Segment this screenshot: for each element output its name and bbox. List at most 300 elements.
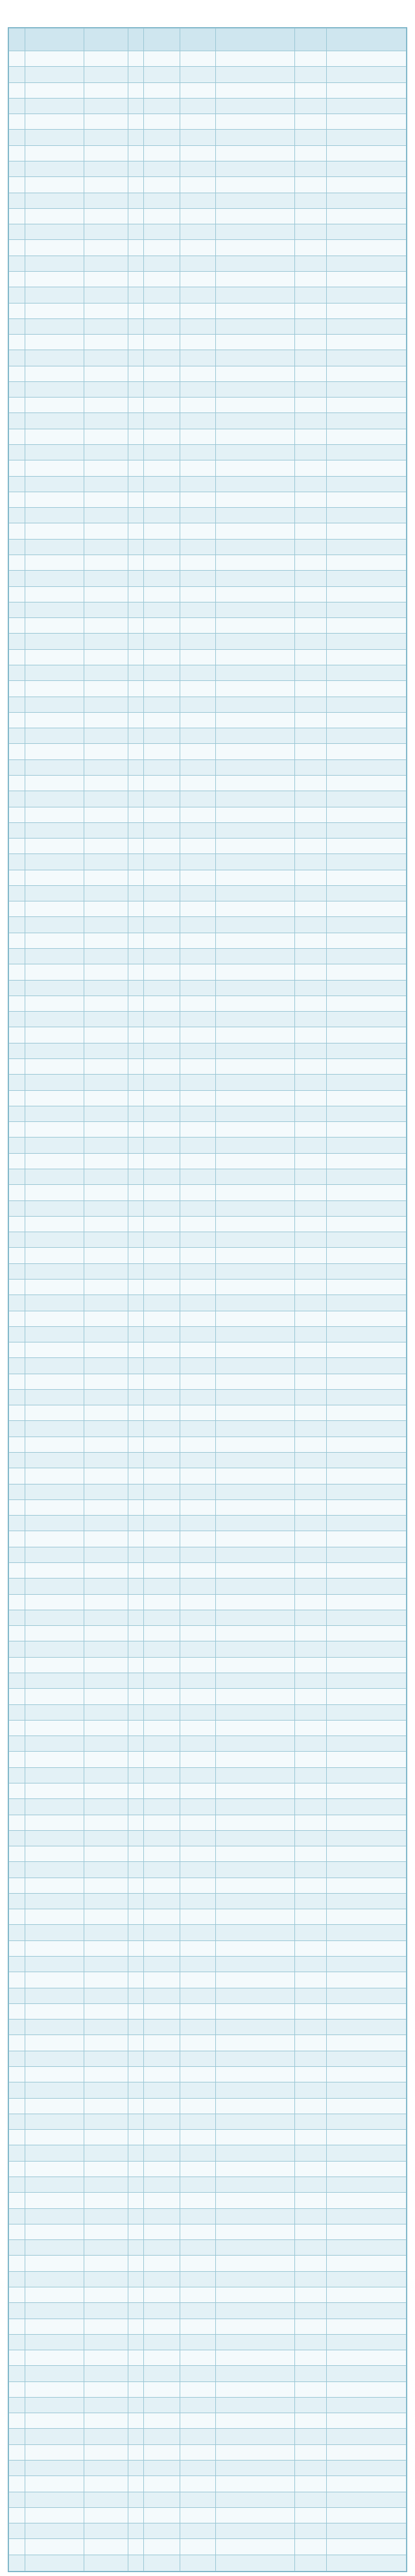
table-cell bbox=[327, 1704, 407, 1720]
table-row bbox=[9, 2193, 407, 2208]
table-cell bbox=[295, 1453, 327, 1468]
table-cell bbox=[84, 1657, 128, 1673]
table-cell bbox=[84, 1295, 128, 1311]
table-cell bbox=[25, 1421, 84, 1437]
table-cell bbox=[327, 602, 407, 617]
table-cell bbox=[84, 2334, 128, 2350]
table-cell bbox=[215, 1752, 295, 1767]
table-cell bbox=[9, 1374, 25, 1389]
table-cell bbox=[327, 1579, 407, 1594]
table-cell bbox=[84, 1106, 128, 1121]
table-cell bbox=[215, 1311, 295, 1326]
table-cell bbox=[25, 1311, 84, 1326]
table-cell bbox=[295, 2397, 327, 2413]
table-cell bbox=[25, 2130, 84, 2145]
table-cell bbox=[215, 1138, 295, 1153]
table-cell bbox=[144, 555, 180, 571]
table-cell bbox=[215, 445, 295, 460]
table-cell bbox=[128, 82, 144, 98]
table-cell bbox=[144, 523, 180, 539]
table-cell bbox=[215, 602, 295, 617]
table-cell bbox=[180, 634, 215, 649]
table-cell bbox=[295, 1957, 327, 1972]
table-cell bbox=[327, 2461, 407, 2476]
table-cell bbox=[180, 775, 215, 791]
table-cell bbox=[295, 1232, 327, 1248]
table-cell bbox=[180, 366, 215, 381]
table-row bbox=[9, 271, 407, 287]
table-row bbox=[9, 1106, 407, 1121]
table-cell bbox=[84, 2130, 128, 2145]
table-cell bbox=[9, 2523, 25, 2539]
table-header bbox=[9, 29, 407, 51]
table-cell bbox=[128, 2303, 144, 2319]
table-cell bbox=[327, 1846, 407, 1862]
table-cell bbox=[84, 1972, 128, 1988]
table-cell bbox=[25, 791, 84, 807]
table-row bbox=[9, 602, 407, 617]
table-row bbox=[9, 2523, 407, 2539]
table-cell bbox=[215, 665, 295, 680]
table-cell bbox=[84, 1862, 128, 1878]
table-cell bbox=[295, 1106, 327, 1121]
table-cell bbox=[327, 1200, 407, 1216]
table-cell bbox=[215, 1673, 295, 1688]
table-cell bbox=[295, 1295, 327, 1311]
table-cell bbox=[144, 1405, 180, 1421]
table-cell bbox=[128, 2492, 144, 2507]
table-cell bbox=[9, 240, 25, 256]
table-cell bbox=[215, 1484, 295, 1499]
table-cell bbox=[180, 1909, 215, 1925]
table-cell bbox=[327, 2020, 407, 2035]
table-cell bbox=[25, 114, 84, 130]
table-cell bbox=[295, 807, 327, 822]
table-cell bbox=[327, 1499, 407, 1515]
table-cell bbox=[9, 2224, 25, 2239]
table-cell bbox=[25, 2271, 84, 2287]
table-cell bbox=[327, 1374, 407, 1389]
table-cell bbox=[295, 1516, 327, 1531]
table-cell bbox=[84, 1626, 128, 1641]
table-cell bbox=[180, 303, 215, 318]
table-cell bbox=[144, 2098, 180, 2114]
table-cell bbox=[84, 1200, 128, 1216]
table-cell bbox=[144, 2020, 180, 2035]
table-cell bbox=[215, 1200, 295, 1216]
table-cell bbox=[144, 2003, 180, 2019]
table-cell bbox=[84, 1704, 128, 1720]
table-cell bbox=[128, 67, 144, 82]
table-cell bbox=[25, 2193, 84, 2208]
table-cell bbox=[128, 1957, 144, 1972]
table-cell bbox=[327, 901, 407, 917]
table-cell bbox=[215, 1421, 295, 1437]
table-cell bbox=[9, 2366, 25, 2381]
table-cell bbox=[180, 1516, 215, 1531]
table-row bbox=[9, 67, 407, 82]
table-cell bbox=[128, 1468, 144, 1484]
table-cell bbox=[128, 2381, 144, 2397]
table-cell bbox=[215, 271, 295, 287]
table-cell bbox=[144, 413, 180, 429]
table-cell bbox=[144, 1358, 180, 1374]
table-cell bbox=[327, 697, 407, 712]
table-cell bbox=[84, 964, 128, 980]
table-cell bbox=[144, 2082, 180, 2098]
table-row bbox=[9, 2555, 407, 2571]
table-cell bbox=[180, 602, 215, 617]
table-cell bbox=[295, 665, 327, 680]
table-cell bbox=[327, 145, 407, 161]
table-cell bbox=[295, 1626, 327, 1641]
table-cell bbox=[295, 240, 327, 256]
table-cell bbox=[9, 114, 25, 130]
table-cell bbox=[84, 1547, 128, 1562]
header-cell-no bbox=[9, 29, 25, 51]
table-cell bbox=[215, 492, 295, 507]
table-cell bbox=[9, 1909, 25, 1925]
table-cell bbox=[84, 1846, 128, 1862]
table-row bbox=[9, 571, 407, 586]
table-cell bbox=[9, 634, 25, 649]
table-cell bbox=[128, 1421, 144, 1437]
table-cell bbox=[84, 2319, 128, 2334]
table-row bbox=[9, 2287, 407, 2302]
table-cell bbox=[144, 1516, 180, 1531]
table-cell bbox=[180, 82, 215, 98]
table-cell bbox=[9, 1437, 25, 1452]
table-cell bbox=[25, 2492, 84, 2507]
table-cell bbox=[327, 728, 407, 744]
table-cell bbox=[295, 744, 327, 759]
table-cell bbox=[327, 1169, 407, 1184]
table-cell bbox=[25, 1579, 84, 1594]
table-cell bbox=[180, 1358, 215, 1374]
table-row bbox=[9, 1468, 407, 1484]
table-cell bbox=[144, 193, 180, 208]
table-row bbox=[9, 1279, 407, 1294]
table-cell bbox=[180, 1641, 215, 1657]
table-cell bbox=[327, 2161, 407, 2176]
table-row bbox=[9, 822, 407, 838]
table-cell bbox=[84, 1138, 128, 1153]
table-cell bbox=[144, 2176, 180, 2192]
table-row bbox=[9, 2003, 407, 2019]
table-cell bbox=[9, 1972, 25, 1988]
table-cell bbox=[215, 287, 295, 303]
table-cell bbox=[128, 2334, 144, 2350]
table-cell bbox=[295, 2539, 327, 2555]
table-cell bbox=[327, 2067, 407, 2082]
table-cell bbox=[128, 728, 144, 744]
table-cell bbox=[327, 1673, 407, 1688]
table-cell bbox=[180, 1736, 215, 1752]
table-cell bbox=[327, 2114, 407, 2129]
table-cell bbox=[84, 1689, 128, 1704]
table-cell bbox=[84, 2429, 128, 2444]
table-cell bbox=[180, 98, 215, 113]
table-cell bbox=[128, 1185, 144, 1200]
table-cell bbox=[9, 539, 25, 555]
table-cell bbox=[128, 1925, 144, 1940]
table-row bbox=[9, 839, 407, 854]
table-row bbox=[9, 1909, 407, 1925]
table-row bbox=[9, 1862, 407, 1878]
table-cell bbox=[180, 1153, 215, 1169]
table-cell bbox=[180, 1138, 215, 1153]
table-cell bbox=[180, 1027, 215, 1043]
table-cell bbox=[144, 602, 180, 617]
table-cell bbox=[9, 949, 25, 964]
table-cell bbox=[84, 1468, 128, 1484]
table-cell bbox=[9, 145, 25, 161]
table-cell bbox=[84, 224, 128, 240]
table-cell bbox=[128, 1594, 144, 1610]
table-cell bbox=[9, 1957, 25, 1972]
table-cell bbox=[180, 649, 215, 665]
table-cell bbox=[25, 1374, 84, 1389]
table-cell bbox=[128, 287, 144, 303]
table-cell bbox=[327, 2334, 407, 2350]
table-cell bbox=[84, 1248, 128, 1263]
table-cell bbox=[144, 996, 180, 1011]
table-cell bbox=[180, 1106, 215, 1121]
table-cell bbox=[144, 1689, 180, 1704]
table-cell bbox=[180, 240, 215, 256]
table-cell bbox=[25, 98, 84, 113]
table-cell bbox=[295, 854, 327, 870]
table-row bbox=[9, 1957, 407, 1972]
table-cell bbox=[180, 1216, 215, 1232]
table-cell bbox=[327, 839, 407, 854]
table-cell bbox=[295, 2287, 327, 2302]
table-cell bbox=[144, 1563, 180, 1579]
table-cell bbox=[25, 1295, 84, 1311]
table-cell bbox=[215, 807, 295, 822]
table-cell bbox=[128, 1783, 144, 1798]
table-cell bbox=[128, 1437, 144, 1452]
table-cell bbox=[9, 1610, 25, 1625]
table-cell bbox=[128, 1248, 144, 1263]
table-cell bbox=[25, 335, 84, 350]
table-cell bbox=[295, 1799, 327, 1815]
table-cell bbox=[327, 2303, 407, 2319]
table-cell bbox=[25, 2444, 84, 2460]
table-cell bbox=[84, 2397, 128, 2413]
table-cell bbox=[215, 822, 295, 838]
table-cell bbox=[215, 413, 295, 429]
table-cell bbox=[295, 271, 327, 287]
table-cell bbox=[327, 366, 407, 381]
table-cell bbox=[327, 1075, 407, 1090]
table-cell bbox=[215, 1594, 295, 1610]
table-cell bbox=[180, 1295, 215, 1311]
table-cell bbox=[144, 1499, 180, 1515]
table-cell bbox=[180, 1878, 215, 1893]
table-cell bbox=[327, 1059, 407, 1075]
table-cell bbox=[215, 1563, 295, 1579]
table-cell bbox=[215, 2003, 295, 2019]
table-cell bbox=[84, 1090, 128, 1106]
table-cell bbox=[9, 1641, 25, 1657]
table-cell bbox=[180, 964, 215, 980]
table-cell bbox=[128, 2287, 144, 2302]
table-cell bbox=[128, 2444, 144, 2460]
table-cell bbox=[215, 2035, 295, 2051]
table-cell bbox=[9, 1232, 25, 1248]
table-cell bbox=[215, 1499, 295, 1515]
table-cell bbox=[84, 67, 128, 82]
table-cell bbox=[327, 2397, 407, 2413]
table-cell bbox=[84, 681, 128, 697]
table-cell bbox=[84, 177, 128, 193]
table-cell bbox=[128, 398, 144, 413]
table-cell bbox=[25, 82, 84, 98]
table-cell bbox=[25, 2476, 84, 2492]
table-cell bbox=[84, 2208, 128, 2224]
table-cell bbox=[295, 161, 327, 176]
table-cell bbox=[327, 1405, 407, 1421]
table-cell bbox=[9, 2098, 25, 2114]
table-cell bbox=[9, 1027, 25, 1043]
table-cell bbox=[25, 1499, 84, 1515]
table-cell bbox=[295, 649, 327, 665]
table-cell bbox=[215, 996, 295, 1011]
table-cell bbox=[180, 335, 215, 350]
table-cell bbox=[84, 2035, 128, 2051]
table-cell bbox=[327, 1358, 407, 1374]
table-cell bbox=[25, 492, 84, 507]
table-row bbox=[9, 917, 407, 933]
table-cell bbox=[295, 1563, 327, 1579]
table-cell bbox=[295, 1358, 327, 1374]
table-row bbox=[9, 2444, 407, 2460]
table-cell bbox=[180, 318, 215, 334]
table-cell bbox=[295, 2256, 327, 2271]
table-cell bbox=[215, 1547, 295, 1562]
table-cell bbox=[180, 1957, 215, 1972]
table-cell bbox=[180, 2193, 215, 2208]
table-cell bbox=[180, 1043, 215, 1058]
table-cell bbox=[295, 2051, 327, 2066]
table-cell bbox=[295, 1579, 327, 1594]
table-cell bbox=[215, 1248, 295, 1263]
table-cell bbox=[215, 586, 295, 602]
table-cell bbox=[128, 2114, 144, 2129]
table-cell bbox=[128, 1610, 144, 1625]
table-cell bbox=[295, 492, 327, 507]
table-cell bbox=[327, 539, 407, 555]
table-cell bbox=[180, 224, 215, 240]
table-cell bbox=[327, 413, 407, 429]
table-cell bbox=[128, 2051, 144, 2066]
table-row bbox=[9, 933, 407, 948]
table-cell bbox=[327, 1531, 407, 1547]
table-cell bbox=[144, 1311, 180, 1326]
table-row bbox=[9, 791, 407, 807]
table-cell bbox=[128, 807, 144, 822]
page-title bbox=[0, 5, 415, 25]
table-cell bbox=[9, 1563, 25, 1579]
table-cell bbox=[128, 1547, 144, 1562]
table-cell bbox=[180, 1326, 215, 1342]
table-cell bbox=[128, 208, 144, 224]
table-cell bbox=[327, 1689, 407, 1704]
table-cell bbox=[295, 1783, 327, 1798]
table-cell bbox=[144, 649, 180, 665]
table-cell bbox=[128, 1736, 144, 1752]
table-cell bbox=[327, 980, 407, 996]
table-cell bbox=[84, 1153, 128, 1169]
table-cell bbox=[25, 1846, 84, 1862]
table-cell bbox=[180, 1248, 215, 1263]
table-row bbox=[9, 2366, 407, 2381]
table-cell bbox=[295, 413, 327, 429]
table-cell bbox=[128, 1232, 144, 1248]
table-cell bbox=[144, 712, 180, 728]
table-cell bbox=[327, 177, 407, 193]
table-cell bbox=[128, 508, 144, 523]
table-cell bbox=[215, 1295, 295, 1311]
table-cell bbox=[9, 1878, 25, 1893]
table-cell bbox=[327, 1295, 407, 1311]
table-cell bbox=[128, 256, 144, 271]
table-cell bbox=[327, 130, 407, 145]
table-cell bbox=[25, 240, 84, 256]
table-cell bbox=[9, 1531, 25, 1547]
table-cell bbox=[25, 697, 84, 712]
table-cell bbox=[327, 208, 407, 224]
table-cell bbox=[9, 1075, 25, 1090]
table-cell bbox=[215, 744, 295, 759]
table-cell bbox=[215, 1720, 295, 1735]
table-row bbox=[9, 1563, 407, 1579]
table-cell bbox=[128, 839, 144, 854]
table-cell bbox=[84, 1767, 128, 1783]
table-cell bbox=[215, 1216, 295, 1232]
table-cell bbox=[295, 1909, 327, 1925]
table-cell bbox=[144, 2114, 180, 2129]
table-row bbox=[9, 1972, 407, 1988]
table-cell bbox=[180, 822, 215, 838]
table-cell bbox=[215, 476, 295, 492]
table-cell bbox=[128, 602, 144, 617]
table-cell bbox=[327, 224, 407, 240]
table-cell bbox=[128, 2098, 144, 2114]
table-cell bbox=[144, 2476, 180, 2492]
table-row bbox=[9, 697, 407, 712]
table-cell bbox=[84, 492, 128, 507]
table-cell bbox=[144, 492, 180, 507]
table-cell bbox=[9, 177, 25, 193]
table-cell bbox=[215, 854, 295, 870]
table-cell bbox=[9, 2051, 25, 2066]
table-cell bbox=[144, 1547, 180, 1562]
table-cell bbox=[295, 822, 327, 838]
table-cell bbox=[327, 1815, 407, 1830]
table-cell bbox=[295, 885, 327, 901]
table-header-row bbox=[9, 29, 407, 51]
table-cell bbox=[144, 1610, 180, 1625]
table-cell bbox=[180, 2287, 215, 2302]
table-cell bbox=[25, 2413, 84, 2429]
table-cell bbox=[25, 1610, 84, 1625]
table-cell bbox=[25, 2366, 84, 2381]
table-cell bbox=[215, 98, 295, 113]
table-cell bbox=[215, 2303, 295, 2319]
table-cell bbox=[9, 1405, 25, 1421]
